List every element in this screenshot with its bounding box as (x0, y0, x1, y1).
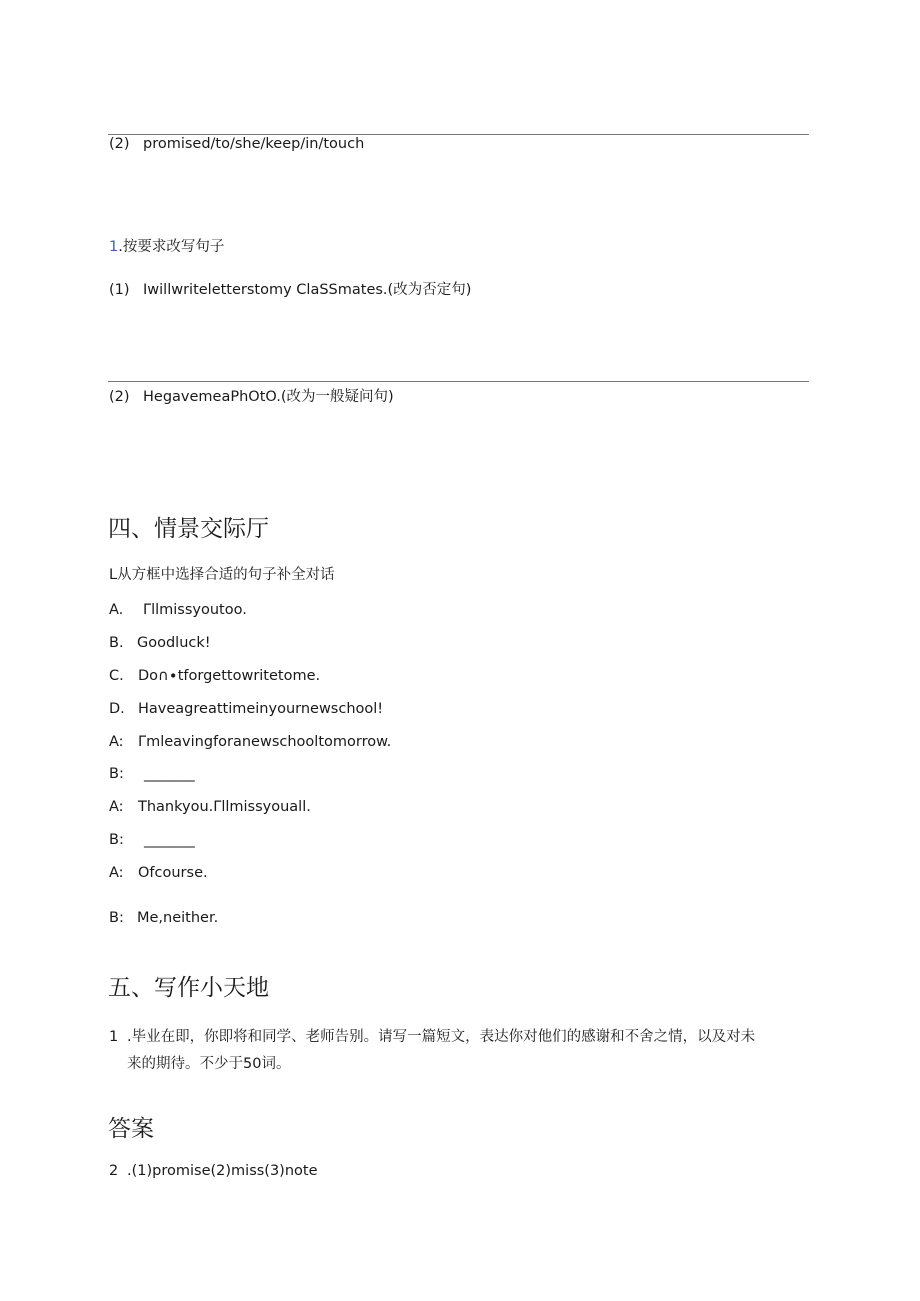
option-text: Γllmissyoutoo. (143, 602, 247, 618)
answer-number: 2 (109, 1163, 119, 1179)
option-a (109, 600, 247, 620)
speaker-label: B: (109, 832, 124, 848)
item-number: (2) (109, 389, 130, 405)
speaker-label: B: (109, 766, 124, 782)
item-number: (2) (109, 136, 130, 152)
dialogue-text: Ofcourse. (138, 865, 208, 881)
speaker-label: A: (109, 734, 124, 750)
dialogue-line (109, 732, 391, 752)
dialogue-line (109, 863, 208, 883)
option-text: Haveagreattimeinyournewschool! (138, 701, 384, 717)
dialogue-line (109, 797, 311, 817)
answer-line-item (109, 1161, 318, 1181)
answer-line (108, 381, 809, 382)
section-heading: 五、写作小天地 (108, 975, 269, 1001)
dialogue-line (109, 764, 195, 784)
item-text: HegavemeaPhOtO.(改为一般疑问句) (143, 389, 394, 405)
option-text: Goodluck! (137, 635, 211, 651)
speaker-label: A: (109, 865, 124, 881)
option-b (109, 633, 211, 653)
answers-heading: 答案 (108, 1116, 154, 1142)
prompt-line-1: .毕业在即，你即将和同学、老师告别。请写一篇短文，表达你对他们的感谢和不舍之情，以及对未 (127, 1029, 756, 1045)
option-label: A. (109, 602, 124, 618)
answer-text: .(1)promise(2)miss(3)note (127, 1163, 318, 1179)
prompt-line-2: 来的期待。不少于50词。 (127, 1056, 291, 1072)
dialogue-line (109, 908, 218, 928)
section-heading: 四、情景交际厅 (108, 516, 269, 542)
option-label: B. (109, 635, 124, 651)
option-label: C. (109, 668, 124, 684)
writing-prompt (109, 1024, 809, 1078)
dialogue-line (109, 830, 195, 850)
rewrite-item-2 (109, 387, 394, 407)
reorder-item-2 (109, 134, 364, 154)
option-label: D. (109, 701, 125, 717)
question-number: 1 (109, 239, 119, 255)
speaker-label: A: (109, 799, 124, 815)
option-text: Do∩∙tforgettowritetome. (138, 668, 321, 684)
dialogue-text: Γmleavingforanewschooltomorrow. (138, 734, 392, 750)
speaker-label: B: (109, 910, 124, 926)
rewrite-item-1 (109, 280, 471, 300)
option-d (109, 699, 383, 719)
blank-line: _______ (144, 832, 195, 848)
item-text: Iwillwriteletterstomy ClaSSmates.(改为否定句) (143, 282, 472, 298)
option-c (109, 666, 320, 686)
question-title: .按要求改写句子 (118, 239, 225, 255)
section-instruction: L从方框中选择合适的句子补全对话 (109, 567, 335, 583)
item-number: (1) (109, 282, 130, 298)
question-number: 1 (109, 1029, 119, 1045)
dialogue-text: Thankyou.Γllmissyouall. (138, 799, 311, 815)
blank-line: _______ (144, 766, 195, 782)
rewrite-title (109, 237, 224, 257)
dialogue-text: Me,neither. (137, 910, 219, 926)
item-text: promised/to/she/keep/in/touch (143, 136, 365, 152)
